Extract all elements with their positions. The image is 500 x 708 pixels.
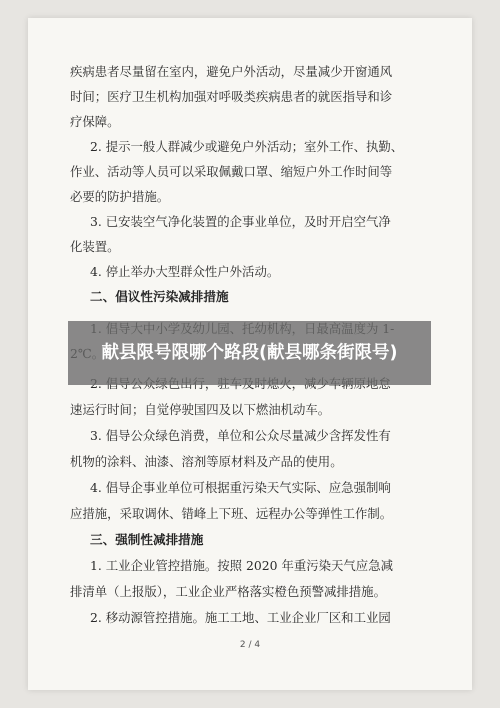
section-heading: 三、强制性减排措施 — [90, 532, 204, 547]
text-line: 排清单（上报版），工业企业严格落实橙色预警减排措施。 — [70, 584, 386, 599]
text-line: 作业、活动等人员可以采取佩戴口罩、缩短户外工作时间等 — [70, 164, 393, 179]
title-banner — [68, 321, 431, 385]
banner-title: 献县限号限哪个路段(献县哪条街限号) — [101, 343, 398, 363]
text-line: 化装置。 — [70, 239, 120, 254]
text-line: 必要的防护措施。 — [70, 189, 170, 204]
section-heading: 二、倡议性污染减排措施 — [90, 289, 229, 304]
text-line: 时间；医疗卫生机构加强对呼吸类疾病患者的就医指导和诊 — [70, 89, 393, 104]
text-line: 2. 提示一般人群减少或避免户外活动；室外工作、执勤、 — [90, 139, 404, 154]
text-line: 速运行时间；自觉停驶国四及以下燃油机动车。 — [70, 402, 331, 417]
text-line: 3. 已安装空气净化装置的企事业单位，及时开启空气净 — [90, 214, 391, 229]
text-line: 4. 倡导企事业单位可根据重污染天气实际、应急强制响 — [90, 480, 391, 495]
text-line: 2. 移动源管控措施。施工工地、工业企业厂区和工业园 — [90, 610, 391, 625]
text-line: 疾病患者尽量留在室内，避免户外活动，尽量减少开窗通风 — [70, 64, 393, 79]
text-line: 3. 倡导公众绿色消费，单位和公众尽量减少含挥发性有 — [90, 428, 391, 443]
text-line: 机物的涂料、油漆、溶剂等原材料及产品的使用。 — [70, 454, 343, 469]
page-number: 2 / 4 — [239, 640, 261, 650]
text-line: 应措施，采取调休、错峰上下班、远程办公等弹性工作制。 — [70, 506, 393, 521]
text-line: 疗保障。 — [70, 114, 120, 129]
text-line: 1. 工业企业管控措施。按照 2020 年重污染天气应急减 — [90, 558, 393, 573]
text-line: 4. 停止举办大型群众性户外活动。 — [90, 264, 280, 279]
